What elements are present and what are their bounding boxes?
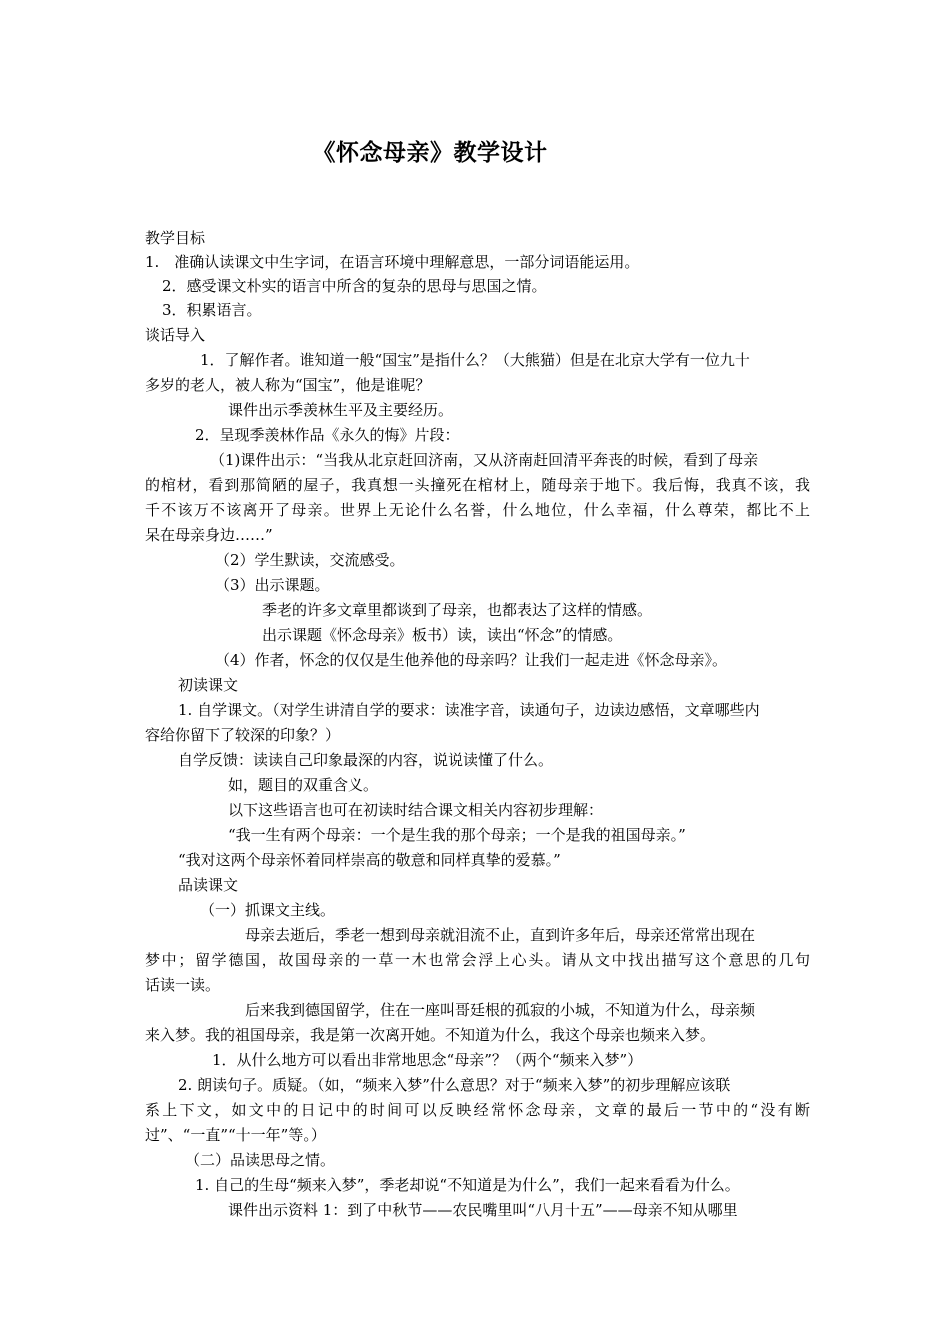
- section-heading: 教学目标: [145, 229, 206, 247]
- paragraph-line: 话读一读。: [145, 976, 221, 994]
- quote-line: “我一生有两个母亲：一个是生我的那个母亲；一个是我的祖国母亲。”: [228, 826, 686, 844]
- paragraph-line: 1．了解作者。谁知道一般“国宝”是指什么？（大熊猫）但是在北京大学有一位九十: [200, 351, 750, 369]
- paragraph-line: （1)课件出示：“当我从北京赶回济南，又从济南赶回清平奔丧的时候，看到了母亲: [210, 451, 759, 469]
- paragraph-line: 多岁的老人，被人称为“国宝”，他是谁呢？: [145, 376, 431, 394]
- paragraph-line: 1. 自己的生母“频来入梦”，季老却说“不知道是为什么”，我们一起来看看为什么。: [195, 1176, 740, 1194]
- quote-line: “我对这两个母亲怀着同样崇高的敬意和同样真挚的爱慕。”: [178, 851, 561, 869]
- paragraph-line: 容给你留下了较深的印象？）: [145, 726, 341, 744]
- paragraph-line: 母亲去逝后，季老一想到母亲就泪流不止，直到许多年后，母亲还常常出现在: [245, 926, 756, 944]
- paragraph-line: 系上下文，如文中的日记中的时间可以反映经常怀念母亲，文章的最后一节中的“没有断: [145, 1101, 810, 1119]
- paragraph-line: 3．积累语言。: [162, 301, 262, 319]
- paragraph-line: 的棺材，看到那简陋的屋子，我真想一头撞死在棺材上，随母亲于地下。我后悔，我真不该，我: [145, 476, 810, 494]
- document-title: 《怀念母亲》教学设计: [312, 140, 548, 166]
- paragraph-line: 1．从什么地方可以看出非常地思念“母亲”？（两个“频来入梦”）: [212, 1051, 643, 1069]
- paragraph-line: 2. 朗读句子。质疑。（如，“频来入梦”什么意思？对于“频来入梦”的初步理解应该联: [178, 1076, 731, 1094]
- paragraph-line: （2）学生默读，交流感受。: [215, 551, 405, 569]
- paragraph-line: 梦中；留学德国，故国母亲的一草一木也常会浮上心头。请从文中找出描写这个意思的几句: [145, 951, 810, 969]
- paragraph-line: 课件出示资料 1：到了中秋节——农民嘴里叫“八月十五”——母亲不知从哪里: [228, 1201, 738, 1219]
- paragraph-line: （一）抓课文主线。: [200, 901, 336, 919]
- section-heading: 初读课文: [178, 676, 239, 694]
- paragraph-line: 以下这些语言也可在初读时结合课文相关内容初步理解：: [228, 801, 604, 819]
- paragraph-line: （3）出示课题。: [215, 576, 330, 594]
- paragraph-line: 2．呈现季羡林作品《永久的悔》片段：: [195, 426, 460, 444]
- paragraph-line: 千不该万不该离开了母亲。世界上无论什么名誉，什么地位，什么幸福，什么尊荣，都比不上: [145, 501, 810, 519]
- paragraph-line: 呆在母亲身边……”: [145, 526, 273, 544]
- paragraph-line: 1. 自学课文。（对学生讲清自学的要求：读准字音，读通句子，边读边感悟，文章哪些内: [178, 701, 760, 719]
- paragraph-line: 过”、“一直”“十一年”等。）: [145, 1126, 326, 1144]
- quote-line: 后来我到德国留学，住在一座叫哥廷根的孤寂的小城，不知道为什么，母亲频: [245, 1001, 756, 1019]
- section-heading: 谈话导入: [145, 326, 206, 344]
- section-heading: （二）品读思母之情。: [185, 1151, 336, 1169]
- paragraph-line: 季老的许多文章里都谈到了母亲，也都表达了这样的情感。: [262, 601, 653, 619]
- paragraph-line: 如，题目的双重含义。: [228, 776, 379, 794]
- paragraph-line: 1. 准确认读课文中生字词，在语言环境中理解意思，一部分词语能运用。: [145, 253, 640, 271]
- paragraph-line: 出示课题《怀念母亲》板书）读，读出“怀念”的情感。: [262, 626, 623, 644]
- paragraph-line: 课件出示季羡林生平及主要经历。: [228, 401, 454, 419]
- paragraph-line: 自学反馈：读读自己印象最深的内容，说说读懂了什么。: [178, 751, 554, 769]
- quote-line: 来入梦。我的祖国母亲，我是第一次离开她。不知道为什么，我这个母亲也频来入梦。: [145, 1026, 716, 1044]
- paragraph-line: （4）作者，怀念的仅仅是生他养他的母亲吗？让我们一起走进《怀念母亲》。: [215, 651, 728, 669]
- section-heading: 品读课文: [178, 876, 239, 894]
- paragraph-line: 2．感受课文朴实的语言中所含的复杂的思母与思国之情。: [162, 277, 547, 295]
